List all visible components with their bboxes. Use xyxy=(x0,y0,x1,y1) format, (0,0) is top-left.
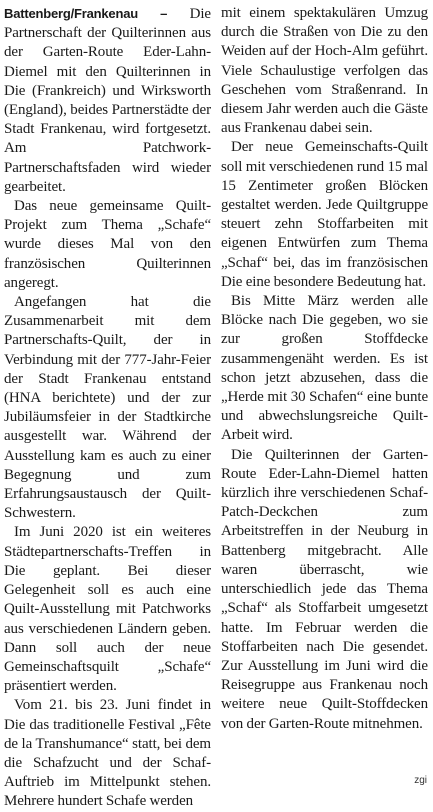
paragraph: mit einem spektakulären Umzug durch die Straßen von Die zu den Weiden auf der Hoch-Alm geführt. Viele Schaulustige verfolgen das Geschehen vom Straßenrand. In diesem Jahr werden auch die Gäste aus Frankenau dabei sein. xyxy=(221,5,428,137)
paragraph-text: Die Partnerschaft der Quilterinnen aus der Garten-Route Eder-Lahn-Diemel mit den Quilterinnen in Die (Frankreich) und Wirksworth (England), beides Partnerstädte der Stadt Frankenau, wird fortgesetzt. Am Patchwork-Partnerschaftsfaden wird wieder gearbeitet. xyxy=(4,6,211,195)
author-initials: zgi xyxy=(414,775,427,786)
column-right xyxy=(221,4,428,812)
article-columns xyxy=(4,4,429,812)
paragraph: Im Juni 2020 ist ein weiteres Städtepartnerschafts-Treffen in Die geplant. Bei dieser Gelegenheit soll es auch eine Quilt-Ausstellung mit Patchworks aus verschiedenen Ländern geben. Dann soll auch der neue Gemeinschaftsquilt „Schafe“ präsentiert werden. xyxy=(4,524,211,695)
paragraph: Bis Mitte März werden alle Blöcke nach Die gegeben, wo sie zur großen Stoffdecke zusammengenäht werden. Es ist schon jetzt abzusehen, dass die „Herde mit 30 Schafen“ eine bunte und abwechslungsreiche Quilt-Arbeit wird. xyxy=(221,293,428,444)
paragraph: Vom 21. bis 23. Juni findet in Die das traditionelle Festival „Fête de la Transhumance“ statt, bei dem die Schafzucht und der Schaf-Auftrieb im Mittelpunkt stehen. Mehrere hundert Schafe werden xyxy=(4,697,211,810)
paragraph: Angefangen hat die Zusammenarbeit mit dem Partnerschafts-Quilt, der in Verbindung mit der 777-Jahr-Feier der Stadt Frankenau entstand (HNA berichtete) und der zur Jubiläumsfeier in der Stadtkirche ausgestellt war. Während der Ausstellung kam es auch zu einer Begegnung und zum Erfahrungsaustausch der Quilt-Schwestern. xyxy=(4,294,211,522)
paragraph: Die Quilterinnen der Garten-Route Eder-Lahn-Diemel hatten kürzlich ihre verschiedenen Schaf-Patch-Deckchen zum Arbeitstreffen in der Neuburg in Battenberg mitgebracht. Alle waren überrascht, wie unterschiedlich jede das Thema „Schaf“ als Stoffarbeit umgesetzt hatte. Im Februar werden die Stoffarbeiten nach Die gesendet. Zur Ausstellung im Juni wird die Reisegruppe aus Frankenau noch weitere neue Quilt-Stoffdecken von der Garten-Route mitnehmen. xyxy=(221,446,428,732)
paragraph: Der neue Gemeinschafts-Quilt soll mit verschiedenen rund 15 mal 15 Zentimeter großen Blöcken gestaltet werden. Jede Quiltgruppe steuert zehn Stoffarbeiten mit eigenen Entwürfen zum Thema „Schaf“ bei, das im französischen Die eine besondere Bedeutung hat. xyxy=(221,139,428,290)
paragraph: Das neue gemeinsame Quilt-Projekt zum Thema „Schafe“ wurde dieses Mal von den französischen Quilterinnen angeregt. xyxy=(4,198,211,291)
column-left xyxy=(4,4,211,812)
dateline: Battenberg/Frankenau – xyxy=(4,6,168,21)
paragraph xyxy=(4,4,211,197)
